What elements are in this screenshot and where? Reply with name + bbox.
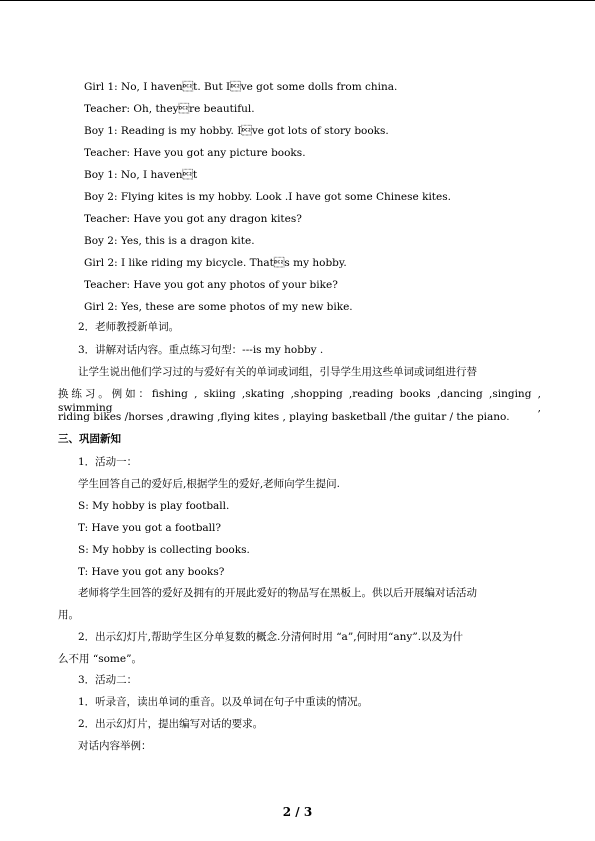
- step-item: 3．讲解对话内容。重点练习句型：---is my hobby .: [78, 344, 324, 356]
- activity-item: 1．听录音，读出单词的重音。以及单词在句子中重读的情况。: [78, 696, 369, 708]
- dialogue-line: Boy 2: Flying kites is my hobby. Look .I have got some Chinese kites.: [84, 191, 451, 203]
- page-number: 2 / 3: [282, 805, 313, 819]
- paragraph-line: 用。: [58, 609, 79, 621]
- dialogue-line: Girl 1: No, I havent. But Ive got some dolls from china.: [84, 81, 398, 93]
- paragraph-line: 么不用 “some”。: [58, 653, 142, 665]
- paragraph-line: 老师将学生回答的爱好及拥有的开展此爱好的物品写在黑板上。供以后开展编对话活动: [78, 587, 477, 599]
- dialogue-line: Teacher: Have you got any dragon kites?: [84, 213, 302, 225]
- activity-label: 3．活动二：: [78, 674, 138, 686]
- dialogue-line: Girl 2: I like riding my bicycle. Thats my hobby.: [84, 257, 347, 269]
- dialogue-line: Teacher: Oh, theyre beautiful.: [84, 103, 255, 115]
- paragraph-line: 2．出示幻灯片,帮助学生区分单复数的概念.分清何时用 “a”,何时用“any”.以及为什: [78, 631, 464, 643]
- activity-item: 2．出示幻灯片，提出编写对话的要求。: [78, 718, 264, 730]
- paragraph-line: riding bikes /horses ,drawing ,flying kites , playing basketball /the guitar / the piano.: [58, 411, 510, 423]
- example-label: 对话内容举例：: [78, 740, 152, 752]
- dialogue-line: Boy 1: No, I havent: [84, 169, 198, 181]
- paragraph-line: 换练习。例如：fishing , skiing ,skating ,shopping ,reading books ,dancing ,singing , swimming ,: [58, 388, 541, 414]
- dialogue-line: Boy 2: Yes, this is a dragon kite.: [84, 235, 255, 247]
- activity-label: 1．活动一：: [78, 456, 138, 468]
- dialogue-line: Teacher: Have you got any picture books.: [84, 147, 306, 159]
- activity-line: S: My hobby is collecting books.: [78, 544, 250, 556]
- paragraph-line: 让学生说出他们学习过的与爱好有关的单词或词组，引导学生用这些单词或词组进行替: [78, 366, 477, 378]
- dialogue-line: Girl 2: Yes, these are some photos of my new bike.: [84, 301, 353, 313]
- activity-intro: 学生回答自己的爱好后,根据学生的爱好,老师向学生提问.: [78, 478, 341, 490]
- dialogue-line: Teacher: Have you got any photos of your bike?: [84, 279, 338, 291]
- step-item: 2．老师教授新单词。: [78, 321, 180, 333]
- activity-line: T: Have you got any books?: [78, 566, 225, 578]
- dialogue-line: Boy 1: Reading is my hobby. Ive got lots of story books.: [84, 125, 389, 137]
- activity-line: T: Have you got a football?: [78, 522, 222, 534]
- activity-line: S: My hobby is play football.: [78, 500, 230, 512]
- section-heading: 三、巩固新知: [58, 433, 121, 445]
